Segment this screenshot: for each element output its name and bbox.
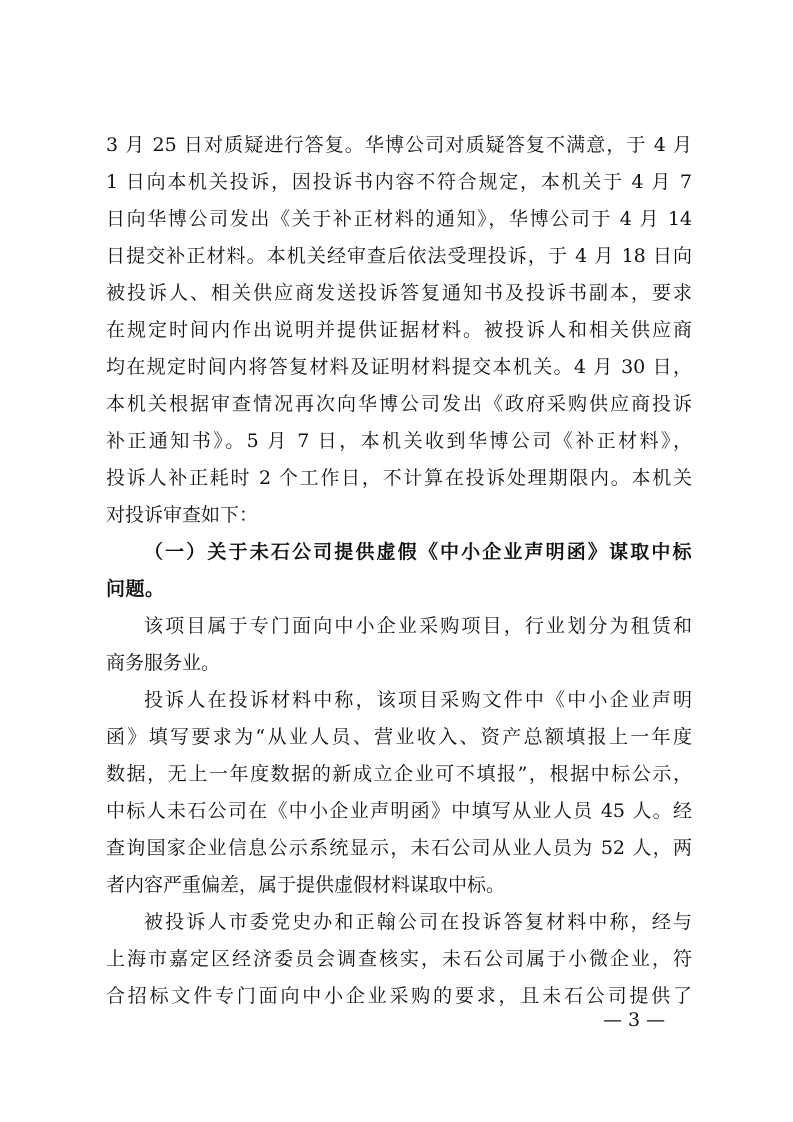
body-line: 合招标文件专门面向中小企业采购的要求，且未石公司提供了 [106, 985, 692, 1007]
body-line: 3 月 25 日对质疑进行答复。华博公司对质疑答复不满意，于 4 月 [106, 134, 692, 156]
paragraph-first-line: 投诉人在投诉材料中称，该项目采购文件中《中小企业声明 [144, 689, 692, 711]
body-line: 补正通知书》。5 月 7 日，本机关收到华博公司《补正材料》， [106, 430, 692, 452]
body-line: 中标人未石公司在《中小企业声明函》中填写从业人员 45 人。经 [106, 800, 692, 822]
body-line: 数据，无上一年度数据的新成立企业可不填报”，根据中标公示， [106, 763, 692, 785]
body-line: 投诉人补正耗时 2 个工作日，不计算在投诉处理期限内。本机关 [106, 467, 692, 489]
body-line: 函》填写要求为“从业人员、营业收入、资产总额填报上一年度 [106, 726, 692, 748]
page-number: — 3 — [603, 1009, 666, 1031]
body-line: 日提交补正材料。本机关经审查后依法受理投诉，于 4 月 18 日向 [106, 245, 692, 267]
body-line: 日向华博公司发出《关于补正材料的通知》，华博公司于 4 月 14 [106, 208, 692, 230]
body-line: 被投诉人、相关供应商发送投诉答复通知书及投诉书副本，要求 [106, 282, 692, 304]
body-line: 上海市嘉定区经济委员会调查核实，未石公司属于小微企业，符 [106, 948, 692, 970]
body-line: 均在规定时间内将答复材料及证明材料提交本机关。4 月 30 日， [106, 356, 692, 378]
paragraph-first-line: 被投诉人市委党史办和正翰公司在投诉答复材料中称，经与 [144, 911, 692, 933]
body-line: 查询国家企业信息公示系统显示，未石公司从业人员为 52 人，两 [106, 837, 692, 859]
body-line: 本机关根据审查情况再次向华博公司发出《政府采购供应商投诉 [106, 393, 692, 415]
body-line: 1 日向本机关投诉，因投诉书内容不符合规定，本机关于 4 月 7 [106, 171, 692, 193]
section-heading: （一）关于未石公司提供虚假《中小企业声明函》谋取中标 [144, 541, 692, 563]
body-line: 商务服务业。 [106, 652, 221, 674]
body-line: 在规定时间内作出说明并提供证据材料。被投诉人和相关供应商 [106, 319, 692, 341]
body-line: 对投诉审查如下： [106, 504, 259, 526]
paragraph-first-line: 该项目属于专门面向中小企业采购项目，行业划分为租赁和 [144, 615, 692, 637]
body-line: 者内容严重偏差，属于提供虚假材料谋取中标。 [106, 874, 506, 896]
section-heading-continued: 问题。 [106, 578, 165, 600]
